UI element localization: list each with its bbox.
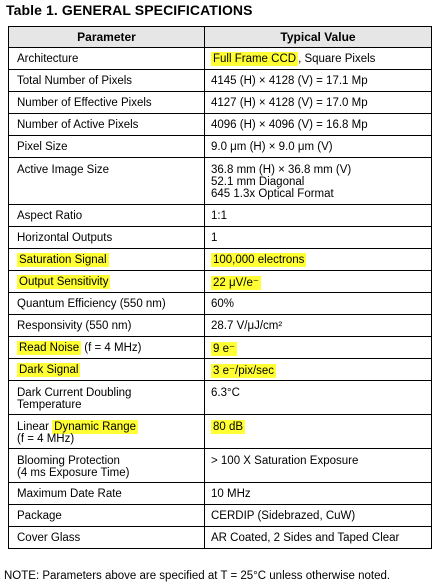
cell-text: Number of Active Pixels bbox=[17, 118, 139, 131]
spec-row bbox=[9, 70, 432, 92]
cell-text: 52.1 mm Diagonal bbox=[211, 176, 305, 188]
value-cell bbox=[205, 70, 432, 92]
spec-row bbox=[9, 92, 432, 114]
spec-row bbox=[9, 381, 432, 415]
value-cell bbox=[205, 293, 432, 315]
cell-text: Dark Current Doubling bbox=[17, 387, 132, 399]
spec-row bbox=[9, 136, 432, 158]
cell-text: 6.3°C bbox=[211, 387, 240, 399]
spec-row bbox=[9, 449, 432, 483]
parameter-cell bbox=[9, 505, 205, 527]
cell-text: Active Image Size bbox=[17, 164, 110, 176]
value-cell bbox=[205, 315, 432, 337]
table-header-row bbox=[9, 27, 432, 48]
cell-text: 10 MHz bbox=[211, 487, 251, 500]
value-cell bbox=[205, 136, 432, 158]
cell-text: 4127 (H) × 4128 (V) = 17.0 Mp bbox=[211, 96, 368, 109]
cell-text: 28.7 V/μJ/cm² bbox=[211, 319, 283, 332]
spec-row bbox=[9, 505, 432, 527]
value-cell bbox=[205, 337, 432, 359]
cell-text: Temperature bbox=[17, 399, 82, 411]
spec-row bbox=[9, 205, 432, 227]
cell-text: Aspect Ratio bbox=[17, 209, 83, 222]
highlighted-text: 100,000 electrons bbox=[213, 253, 305, 266]
parameter-cell bbox=[9, 449, 205, 483]
value-cell bbox=[205, 483, 432, 505]
spec-row bbox=[9, 293, 432, 315]
parameter-cell bbox=[9, 136, 205, 158]
value-cell bbox=[205, 205, 432, 227]
cell-text: Responsivity (550 nm) bbox=[17, 319, 132, 332]
spec-row bbox=[9, 415, 432, 449]
cell-text: (f = 4 MHz) bbox=[17, 433, 75, 445]
parameter-cell bbox=[9, 527, 205, 549]
value-cell bbox=[205, 381, 432, 415]
parameter-cell bbox=[9, 114, 205, 136]
cell-text: Total Number of Pixels bbox=[17, 74, 133, 87]
cell-text: AR Coated, 2 Sides and Taped Clear bbox=[211, 531, 400, 544]
parameter-cell bbox=[9, 227, 205, 249]
cell-text: 645 1.3x Optical Format bbox=[211, 188, 334, 200]
cell-text: Architecture bbox=[17, 52, 79, 65]
spec-row bbox=[9, 337, 432, 359]
value-cell bbox=[205, 249, 432, 271]
cell-text: Package bbox=[17, 509, 62, 522]
value-column-header: Typical Value bbox=[205, 27, 432, 48]
value-cell bbox=[205, 227, 432, 249]
parameter-cell bbox=[9, 205, 205, 227]
value-cell bbox=[205, 505, 432, 527]
cell-text: 1 bbox=[211, 231, 218, 244]
highlighted-text: Output Sensitivity bbox=[19, 275, 109, 288]
specifications-table bbox=[8, 26, 432, 549]
spec-row bbox=[9, 359, 432, 381]
value-cell bbox=[205, 527, 432, 549]
spec-row bbox=[9, 48, 432, 70]
cell-text: 4145 (H) × 4128 (V) = 17.1 Mp bbox=[211, 74, 368, 87]
highlighted-text: 22 μV/e⁻ bbox=[213, 276, 259, 289]
cell-text: 36.8 mm (H) × 36.8 mm (V) bbox=[211, 164, 352, 176]
spec-row bbox=[9, 271, 432, 293]
parameter-cell bbox=[9, 48, 205, 70]
highlighted-text: Saturation Signal bbox=[19, 253, 107, 266]
cell-text: Blooming Protection bbox=[17, 455, 120, 467]
parameter-cell bbox=[9, 158, 205, 205]
value-cell bbox=[205, 158, 432, 205]
highlighted-text: Full Frame CCD bbox=[213, 52, 297, 65]
parameter-cell bbox=[9, 249, 205, 271]
value-cell bbox=[205, 415, 432, 449]
highlighted-text: Dark Signal bbox=[19, 363, 79, 376]
parameter-cell bbox=[9, 381, 205, 415]
footnote: NOTE: Parameters above are specified at T = 25°C unless otherwise noted. bbox=[4, 570, 391, 582]
cell-text: > 100 X Saturation Exposure bbox=[211, 455, 359, 467]
cell-text: Pixel Size bbox=[17, 140, 68, 153]
cell-text: 9.0 μm (H) × 9.0 μm (V) bbox=[211, 140, 333, 153]
cell-text: Horizontal Outputs bbox=[17, 231, 113, 244]
highlighted-text: 80 dB bbox=[213, 421, 244, 433]
cell-text: Linear bbox=[17, 421, 53, 433]
value-cell bbox=[205, 114, 432, 136]
parameter-cell bbox=[9, 337, 205, 359]
parameter-column-header: Parameter bbox=[9, 27, 205, 48]
spec-row bbox=[9, 315, 432, 337]
cell-text: (f = 4 MHz) bbox=[81, 341, 142, 354]
value-cell bbox=[205, 48, 432, 70]
cell-text: 60% bbox=[211, 297, 235, 310]
parameter-cell bbox=[9, 483, 205, 505]
cell-text: (4 ms Exposure Time) bbox=[17, 467, 130, 479]
value-cell bbox=[205, 92, 432, 114]
parameter-cell bbox=[9, 415, 205, 449]
highlighted-text: 9 e⁻ bbox=[213, 342, 236, 355]
spec-row bbox=[9, 227, 432, 249]
cell-text: , Square Pixels bbox=[298, 52, 376, 65]
parameter-cell bbox=[9, 359, 205, 381]
cell-text: Maximum Date Rate bbox=[17, 487, 122, 500]
highlighted-text: 3 e⁻/pix/sec bbox=[213, 364, 275, 377]
parameter-cell bbox=[9, 70, 205, 92]
spec-row bbox=[9, 158, 432, 205]
parameter-cell bbox=[9, 315, 205, 337]
value-cell bbox=[205, 271, 432, 293]
value-cell bbox=[205, 449, 432, 483]
highlighted-text: Read Noise bbox=[19, 341, 80, 354]
value-cell bbox=[205, 359, 432, 381]
cell-text: Number of Effective Pixels bbox=[17, 96, 152, 109]
table-body bbox=[9, 48, 432, 549]
highlighted-text: Dynamic Range bbox=[54, 421, 136, 433]
spec-row bbox=[9, 483, 432, 505]
cell-text: Quantum Efficiency (550 nm) bbox=[17, 297, 166, 310]
cell-text: CERDIP (Sidebrazed, CuW) bbox=[211, 509, 356, 522]
parameter-cell bbox=[9, 293, 205, 315]
cell-text: 1:1 bbox=[211, 209, 227, 222]
spec-row bbox=[9, 249, 432, 271]
spec-row bbox=[9, 114, 432, 136]
parameter-cell bbox=[9, 271, 205, 293]
table-title: Table 1. GENERAL SPECIFICATIONS bbox=[6, 2, 253, 18]
spec-row bbox=[9, 527, 432, 549]
cell-text: Cover Glass bbox=[17, 531, 81, 544]
cell-text: 4096 (H) × 4096 (V) = 16.8 Mp bbox=[211, 118, 368, 131]
parameter-cell bbox=[9, 92, 205, 114]
